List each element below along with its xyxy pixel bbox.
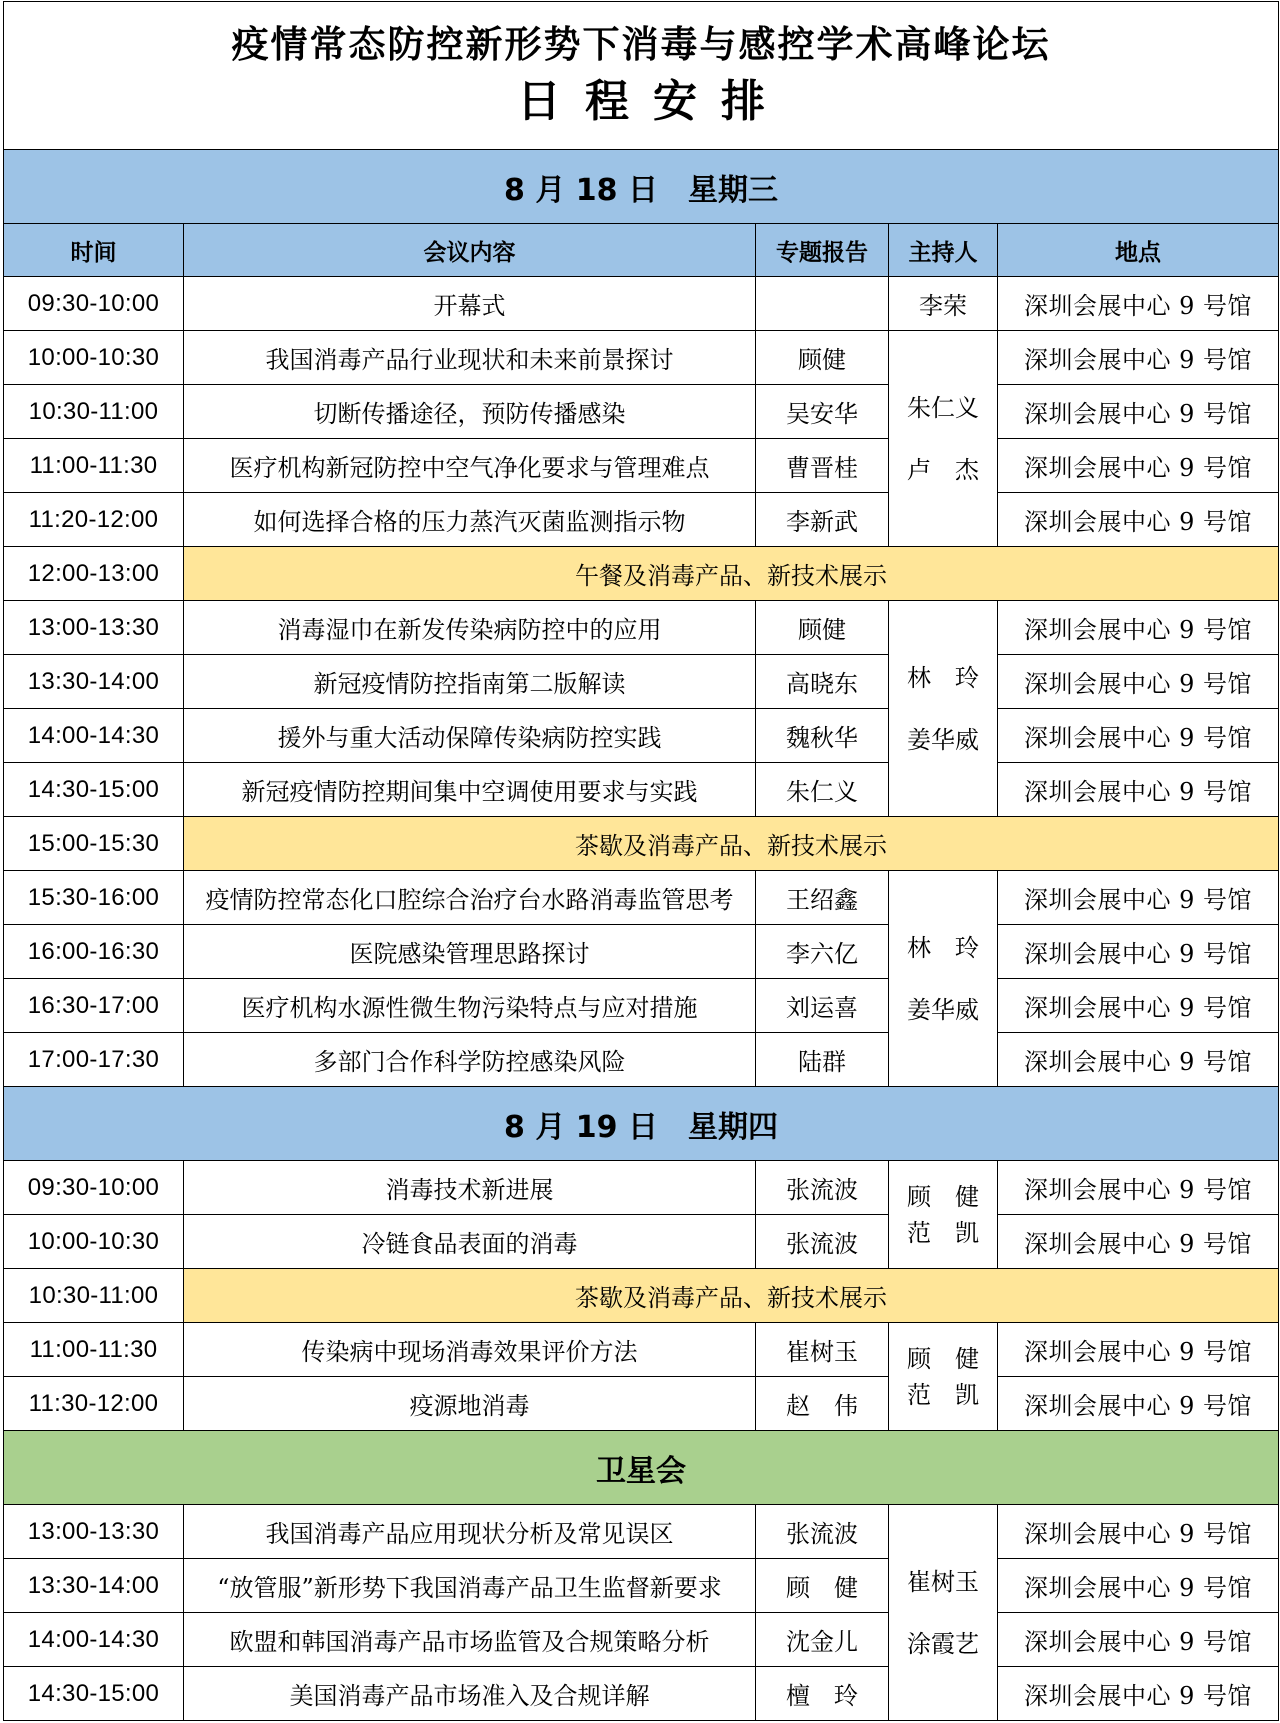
content-cell: 美国消毒产品市场准入及合规详解 bbox=[184, 1667, 756, 1721]
speaker-cell: 顾健 bbox=[756, 601, 889, 655]
speaker-cell: 刘运喜 bbox=[756, 979, 889, 1033]
day1-label: 8 月 18 日 星期三 bbox=[4, 150, 1279, 224]
content-cell: 疫情防控常态化口腔综合治疗台水路消毒监管思考 bbox=[184, 871, 756, 925]
host-name: 林 玲 bbox=[907, 933, 979, 962]
time-cell: 13:30-14:00 bbox=[4, 655, 184, 709]
time-cell: 10:00-10:30 bbox=[4, 331, 184, 385]
content-cell: 开幕式 bbox=[184, 277, 756, 331]
title-cell bbox=[4, 2, 1279, 150]
time-cell: 10:30-11:00 bbox=[4, 385, 184, 439]
content-cell: 消毒湿巾在新发传染病防控中的应用 bbox=[184, 601, 756, 655]
speaker-cell: 李六亿 bbox=[756, 925, 889, 979]
host-name: 范 凯 bbox=[907, 1218, 979, 1247]
venue-cell: 深圳会展中心 9 号馆 bbox=[998, 1559, 1279, 1613]
content-cell: 我国消毒产品行业现状和未来前景探讨 bbox=[184, 331, 756, 385]
header-time: 时间 bbox=[4, 224, 184, 277]
host-name: 顾 健 bbox=[907, 1182, 979, 1211]
speaker-cell: 李新武 bbox=[756, 493, 889, 547]
table-row bbox=[4, 709, 1279, 763]
table-row bbox=[4, 763, 1279, 817]
table-row bbox=[4, 1667, 1279, 1721]
table-row bbox=[4, 925, 1279, 979]
content-cell: 医院感染管理思路探讨 bbox=[184, 925, 756, 979]
host-name: 崔树玉 bbox=[907, 1567, 979, 1596]
schedule-table bbox=[3, 1, 1279, 1721]
table-row bbox=[4, 1377, 1279, 1431]
host-name: 顾 健 bbox=[907, 1344, 979, 1373]
venue-cell: 深圳会展中心 9 号馆 bbox=[998, 709, 1279, 763]
host-name: 范 凯 bbox=[907, 1380, 979, 1409]
content-cell: 切断传播途径，预防传播感染 bbox=[184, 385, 756, 439]
time-cell: 11:00-11:30 bbox=[4, 1323, 184, 1377]
table-row bbox=[4, 439, 1279, 493]
time-cell: 12:00-13:00 bbox=[4, 547, 184, 601]
time-cell: 11:30-12:00 bbox=[4, 1377, 184, 1431]
speaker-cell: 张流波 bbox=[756, 1505, 889, 1559]
speaker-cell: 沈金儿 bbox=[756, 1613, 889, 1667]
venue-cell: 深圳会展中心 9 号馆 bbox=[998, 277, 1279, 331]
table-row bbox=[4, 1215, 1279, 1269]
speaker-cell: 曹晋桂 bbox=[756, 439, 889, 493]
venue-cell: 深圳会展中心 9 号馆 bbox=[998, 1215, 1279, 1269]
content-cell: “放管服”新形势下我国消毒产品卫生监督新要求 bbox=[184, 1559, 756, 1613]
speaker-cell: 张流波 bbox=[756, 1161, 889, 1215]
venue-cell: 深圳会展中心 9 号馆 bbox=[998, 439, 1279, 493]
table-row bbox=[4, 1505, 1279, 1559]
time-cell: 16:00-16:30 bbox=[4, 925, 184, 979]
header-content: 会议内容 bbox=[184, 224, 756, 277]
host-cell bbox=[889, 871, 998, 1087]
host-name: 林 玲 bbox=[907, 663, 979, 692]
satellite-label: 卫星会 bbox=[4, 1431, 1279, 1505]
speaker-cell: 陆群 bbox=[756, 1033, 889, 1087]
host-name: 卢 杰 bbox=[907, 455, 979, 484]
break-cell: 茶歇及消毒产品、新技术展示 bbox=[184, 817, 1279, 871]
day-header-row bbox=[4, 150, 1279, 224]
day-header-row bbox=[4, 1087, 1279, 1161]
speaker-cell bbox=[756, 277, 889, 331]
time-cell: 09:30-10:00 bbox=[4, 1161, 184, 1215]
content-cell: 医疗机构水源性微生物污染特点与应对措施 bbox=[184, 979, 756, 1033]
host-cell: 李荣 bbox=[889, 277, 998, 331]
speaker-cell: 朱仁义 bbox=[756, 763, 889, 817]
venue-cell: 深圳会展中心 9 号馆 bbox=[998, 655, 1279, 709]
speaker-cell: 檀 玲 bbox=[756, 1667, 889, 1721]
break-cell: 午餐及消毒产品、新技术展示 bbox=[184, 547, 1279, 601]
speaker-cell: 吴安华 bbox=[756, 385, 889, 439]
table-row bbox=[4, 493, 1279, 547]
content-cell: 医疗机构新冠防控中空气净化要求与管理难点 bbox=[184, 439, 756, 493]
content-cell: 疫源地消毒 bbox=[184, 1377, 756, 1431]
time-cell: 16:30-17:00 bbox=[4, 979, 184, 1033]
speaker-cell: 魏秋华 bbox=[756, 709, 889, 763]
content-cell: 冷链食品表面的消毒 bbox=[184, 1215, 756, 1269]
time-cell: 10:30-11:00 bbox=[4, 1269, 184, 1323]
table-row bbox=[4, 871, 1279, 925]
speaker-cell: 顾健 bbox=[756, 331, 889, 385]
break-cell: 茶歇及消毒产品、新技术展示 bbox=[184, 1269, 1279, 1323]
day2-label: 8 月 19 日 星期四 bbox=[4, 1087, 1279, 1161]
time-cell: 15:30-16:00 bbox=[4, 871, 184, 925]
content-cell: 新冠疫情防控期间集中空调使用要求与实践 bbox=[184, 763, 756, 817]
table-row bbox=[4, 385, 1279, 439]
time-cell: 14:30-15:00 bbox=[4, 1667, 184, 1721]
venue-cell: 深圳会展中心 9 号馆 bbox=[998, 925, 1279, 979]
host-name: 姜华威 bbox=[907, 725, 979, 754]
satellite-header-row bbox=[4, 1431, 1279, 1505]
speaker-cell: 高晓东 bbox=[756, 655, 889, 709]
content-cell: 传染病中现场消毒效果评价方法 bbox=[184, 1323, 756, 1377]
content-cell: 援外与重大活动保障传染病防控实践 bbox=[184, 709, 756, 763]
speaker-cell: 王绍鑫 bbox=[756, 871, 889, 925]
table-row bbox=[4, 655, 1279, 709]
host-cell bbox=[889, 1161, 998, 1269]
table-row bbox=[4, 601, 1279, 655]
time-cell: 11:20-12:00 bbox=[4, 493, 184, 547]
table-row bbox=[4, 1323, 1279, 1377]
break-row bbox=[4, 547, 1279, 601]
content-cell: 如何选择合格的压力蒸汽灭菌监测指示物 bbox=[184, 493, 756, 547]
time-cell: 13:00-13:30 bbox=[4, 1505, 184, 1559]
venue-cell: 深圳会展中心 9 号馆 bbox=[998, 1613, 1279, 1667]
table-row bbox=[4, 277, 1279, 331]
time-cell: 14:00-14:30 bbox=[4, 1613, 184, 1667]
venue-cell: 深圳会展中心 9 号馆 bbox=[998, 601, 1279, 655]
venue-cell: 深圳会展中心 9 号馆 bbox=[998, 385, 1279, 439]
time-cell: 13:00-13:30 bbox=[4, 601, 184, 655]
header-venue: 地点 bbox=[998, 224, 1279, 277]
page-title: 疫情常态防控新形势下消毒与感控学术高峰论坛 bbox=[231, 22, 1051, 66]
table-row bbox=[4, 1033, 1279, 1087]
host-name: 朱仁义 bbox=[907, 393, 979, 422]
table-row bbox=[4, 979, 1279, 1033]
time-cell: 11:00-11:30 bbox=[4, 439, 184, 493]
speaker-cell: 赵 伟 bbox=[756, 1377, 889, 1431]
host-cell bbox=[889, 1505, 998, 1721]
header-speaker: 专题报告 bbox=[756, 224, 889, 277]
venue-cell: 深圳会展中心 9 号馆 bbox=[998, 763, 1279, 817]
title-row bbox=[4, 2, 1279, 150]
content-cell: 我国消毒产品应用现状分析及常见误区 bbox=[184, 1505, 756, 1559]
page-subtitle: 日程安排 bbox=[517, 75, 789, 127]
table-row bbox=[4, 331, 1279, 385]
venue-cell: 深圳会展中心 9 号馆 bbox=[998, 493, 1279, 547]
break-row bbox=[4, 817, 1279, 871]
host-cell bbox=[889, 331, 998, 547]
venue-cell: 深圳会展中心 9 号馆 bbox=[998, 979, 1279, 1033]
content-cell: 消毒技术新进展 bbox=[184, 1161, 756, 1215]
host-name: 涂霞艺 bbox=[907, 1629, 979, 1658]
time-cell: 15:00-15:30 bbox=[4, 817, 184, 871]
venue-cell: 深圳会展中心 9 号馆 bbox=[998, 871, 1279, 925]
time-cell: 14:00-14:30 bbox=[4, 709, 184, 763]
venue-cell: 深圳会展中心 9 号馆 bbox=[998, 1667, 1279, 1721]
venue-cell: 深圳会展中心 9 号馆 bbox=[998, 1033, 1279, 1087]
venue-cell: 深圳会展中心 9 号馆 bbox=[998, 1377, 1279, 1431]
table-row bbox=[4, 1613, 1279, 1667]
header-host: 主持人 bbox=[889, 224, 998, 277]
venue-cell: 深圳会展中心 9 号馆 bbox=[998, 1505, 1279, 1559]
venue-cell: 深圳会展中心 9 号馆 bbox=[998, 1323, 1279, 1377]
speaker-cell: 崔树玉 bbox=[756, 1323, 889, 1377]
host-cell bbox=[889, 1323, 998, 1431]
table-row bbox=[4, 1559, 1279, 1613]
venue-cell: 深圳会展中心 9 号馆 bbox=[998, 331, 1279, 385]
host-name: 姜华威 bbox=[907, 995, 979, 1024]
column-header-row bbox=[4, 224, 1279, 277]
content-cell: 欧盟和韩国消毒产品市场监管及合规策略分析 bbox=[184, 1613, 756, 1667]
content-cell: 新冠疫情防控指南第二版解读 bbox=[184, 655, 756, 709]
schedule-sheet bbox=[3, 1, 1278, 1721]
table-row bbox=[4, 1161, 1279, 1215]
time-cell: 10:00-10:30 bbox=[4, 1215, 184, 1269]
time-cell: 14:30-15:00 bbox=[4, 763, 184, 817]
speaker-cell: 张流波 bbox=[756, 1215, 889, 1269]
time-cell: 13:30-14:00 bbox=[4, 1559, 184, 1613]
venue-cell: 深圳会展中心 9 号馆 bbox=[998, 1161, 1279, 1215]
speaker-cell: 顾 健 bbox=[756, 1559, 889, 1613]
time-cell: 17:00-17:30 bbox=[4, 1033, 184, 1087]
time-cell: 09:30-10:00 bbox=[4, 277, 184, 331]
break-row bbox=[4, 1269, 1279, 1323]
content-cell: 多部门合作科学防控感染风险 bbox=[184, 1033, 756, 1087]
host-cell bbox=[889, 601, 998, 817]
